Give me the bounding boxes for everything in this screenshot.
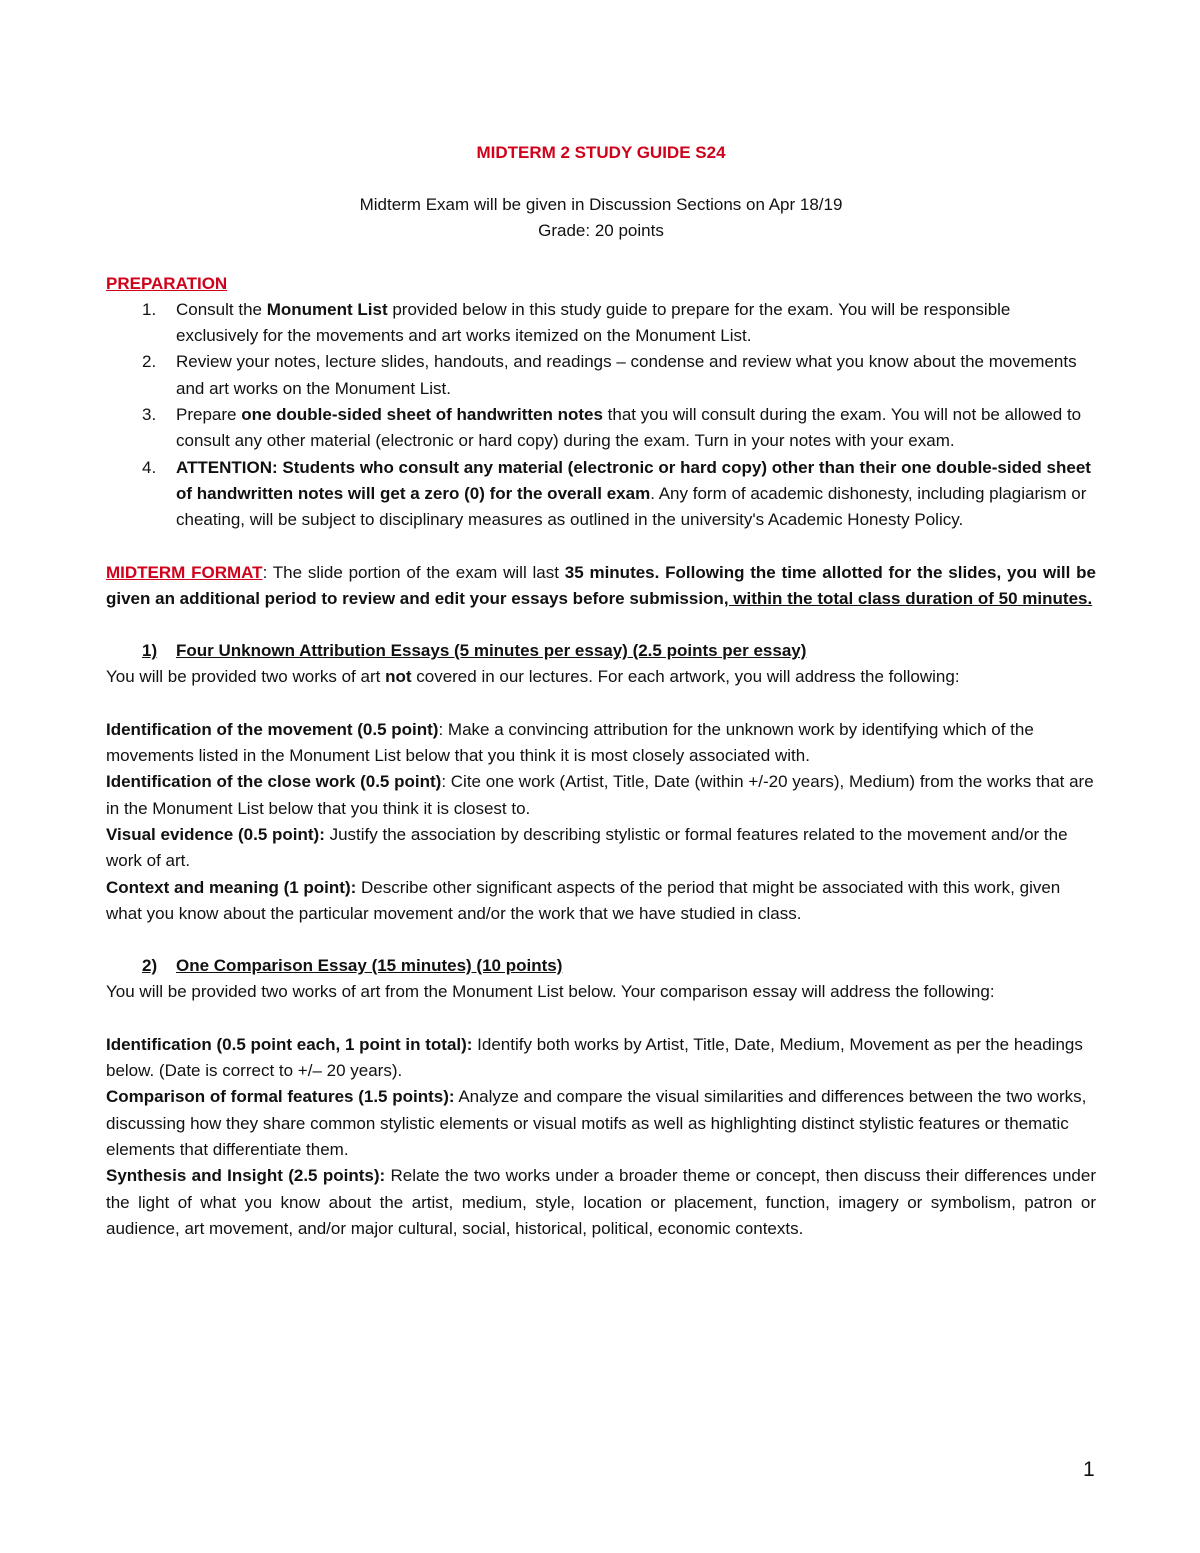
criterion-context: Context and meaning (1 point): Describe other significant aspects of the period that might be associated with this work, given what you know about the particular movement and/or the work that we have studied in class.: [106, 877, 1061, 923]
criterion-movement: Identification of the movement (0.5 point): Make a convincing attribution for the unknown work by identifying which of the movements listed in the Monument List below that you think it is most closely associated with.: [106, 719, 1034, 766]
page-number: 1: [1083, 1458, 1095, 1481]
criterion-identification: Identification (0.5 point each, 1 point in total): Identify both works by Artist, Title, Date, Medium, Movement as per the headings below. (Date is correct to +/– 20 years).: [106, 1034, 1083, 1081]
criterion-visual-evidence: Visual evidence (0.5 point): Justify the association by describing stylistic or formal features related to the movement and/or the work of art.: [106, 824, 1068, 871]
criterion-close-work: Identification of the close work (0.5 point): Cite one work (Artist, Title, Date (within +/-20 years), Medium) from the works that are in the Monument List below that you think it is closest to.: [106, 772, 1094, 818]
grade-line: Grade: 20 points: [538, 221, 664, 241]
exam-date-line: Midterm Exam will be given in Discussion Sections on Apr 18/19: [359, 195, 843, 214]
document-body: [106, 140, 1096, 1242]
section-2-heading: 2) One Comparison Essay (15 minutes) (10 points): [142, 956, 563, 976]
preparation-heading: PREPARATION: [106, 273, 228, 293]
list-item: 2. Review your notes, lecture slides, handouts, and readings – condense and review what you know about the movements and art works on the Monument List.: [142, 352, 1077, 398]
list-item: 3. Prepare one double-sided sheet of handwritten notes that you will consult during the exam. You will not be allowed to consult any other material (electronic or hard copy) during the exam. Turn in your notes with your exam.: [142, 405, 1082, 451]
section-1-intro: You will be provided two works of art not covered in our lectures. For each artwork, you will address the following:: [106, 667, 960, 687]
midterm-format-paragraph: MIDTERM FORMAT: The slide portion of the exam will last 35 minutes. Following the time allotted for the slides, you will be given an additional period to review and edit your essays before submission, within the total class duration of 50 minutes.: [106, 562, 1096, 608]
list-item: 4. ATTENTION: Students who consult any material (electronic or hard copy) other than their one double-sided sheet of handwritten notes will get a zero (0) for the overall exam. Any form of academic dishonesty, including plagiarism or cheating, will be subject to disciplinary measures as outlined in the university's Academic Honesty Policy.: [142, 457, 1091, 530]
criterion-comparison: Comparison of formal features (1.5 points): Analyze and compare the visual similarities and differences between the two works, discussing how they share common stylistic elements or visual motifs as well as highlighting distinct stylistic features or thematic elements that differentiate them.: [106, 1087, 1087, 1159]
list-item: 1. Consult the Monument List provided below in this study guide to prepare for the exam. You will be responsible exclusively for the movements and art works itemized on the Monument List.: [142, 299, 1011, 346]
preparation-list: [106, 297, 1096, 534]
page-title: MIDTERM 2 STUDY GUIDE S24: [476, 143, 726, 162]
criterion-synthesis: Synthesis and Insight (2.5 points): Relate the two works under a broader theme or concept, then discuss their differences under the light of what you know about the artist, medium, style, location or placement, function, imagery or symbolism, patron or audience, art movement, and/or major cultural, social, historical, political, economic contexts.: [106, 1166, 1096, 1238]
section-1-heading: 1) Four Unknown Attribution Essays (5 minutes per essay) (2.5 points per essay): [142, 641, 807, 661]
section-2-intro: You will be provided two works of art from the Monument List below. Your comparison essay will address the following:: [106, 982, 995, 1002]
